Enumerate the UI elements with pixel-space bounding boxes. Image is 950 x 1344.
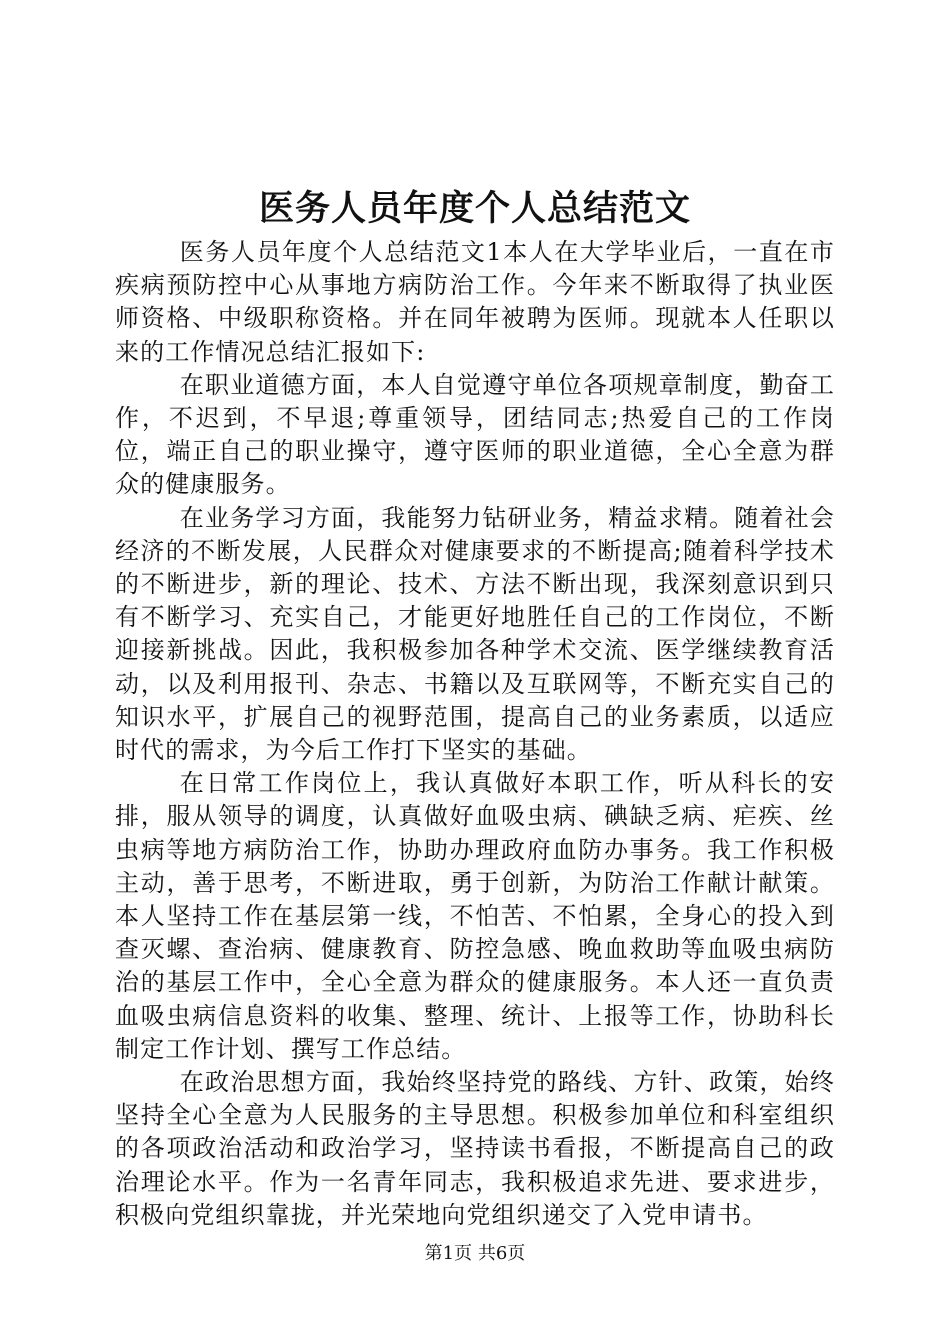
paragraph-professional-study: 在业务学习方面，我能努力钻研业务，精益求精。随着社会经济的不断发展，人民群众对健康要求的不断提高;随着科学技术的不断进步，新的理论、技术、方法不断出现，我深刻意识到只有不断学习、充实自己，才能更好地胜任自己的工作岗位，不断迎接新挑战。因此，我积极参加各种学术交流、医学继续教育活动，以及利用报刊、杂志、书籍以及互联网等，不断充实自己的知识水平，扩展自己的视野范围，提高自己的业务素质，以适应时代的需求，为今后工作打下坚实的基础。 (115, 503, 835, 765)
document-body (115, 236, 835, 1232)
paragraph-daily-work: 在日常工作岗位上，我认真做好本职工作，听从科长的安排，服从领导的调度，认真做好血吸虫病、碘缺乏病、疟疾、丝虫病等地方病防治工作，协助办理政府血防办事务。我工作积极主动，善于思考，不断进取，勇于创新，为防治工作献计献策。本人坚持工作在基层第一线，不怕苦、不怕累，全身心的投入到查灭螺、查治病、健康教育、防控急感、晚血救助等血吸虫病防治的基层工作中，全心全意为群众的健康服务。本人还一直负责血吸虫病信息资料的收集、整理、统计、上报等工作，协助科长制定工作计划、撰写工作总结。 (115, 769, 835, 1063)
document-title: 医务人员年度个人总结范文 (258, 188, 691, 229)
paragraph-intro: 医务人员年度个人总结范文1本人在大学毕业后，一直在市疾病预防控中心从事地方病防治工作。今年来不断取得了执业医师资格、中级职称资格。并在同年被聘为医师。现就本人任职以来的工作情况总结汇报如下: (115, 238, 835, 366)
paragraph-professional-ethics: 在职业道德方面，本人自觉遵守单位各项规章制度，勤奋工作，不迟到，不早退;尊重领导，团结同志;热爱自己的工作岗位，端正自己的职业操守，遵守医师的职业道德，全心全意为群众的健康服务。 (115, 370, 835, 499)
page-number-footer: 第1页 共6页 (424, 1243, 526, 1264)
paragraph-political-thought: 在政治思想方面，我始终坚持党的路线、方针、政策，始终坚持全心全意为人民服务的主导思想。积极参加单位和科室组织的各项政治活动和政治学习，坚持读书看报，不断提高自己的政治理论水平。作为一名青年同志，我积极追求先进、要求进步，积极向党组织靠拢，并光荣地向党组织递交了入党申请书。 (115, 1068, 835, 1229)
